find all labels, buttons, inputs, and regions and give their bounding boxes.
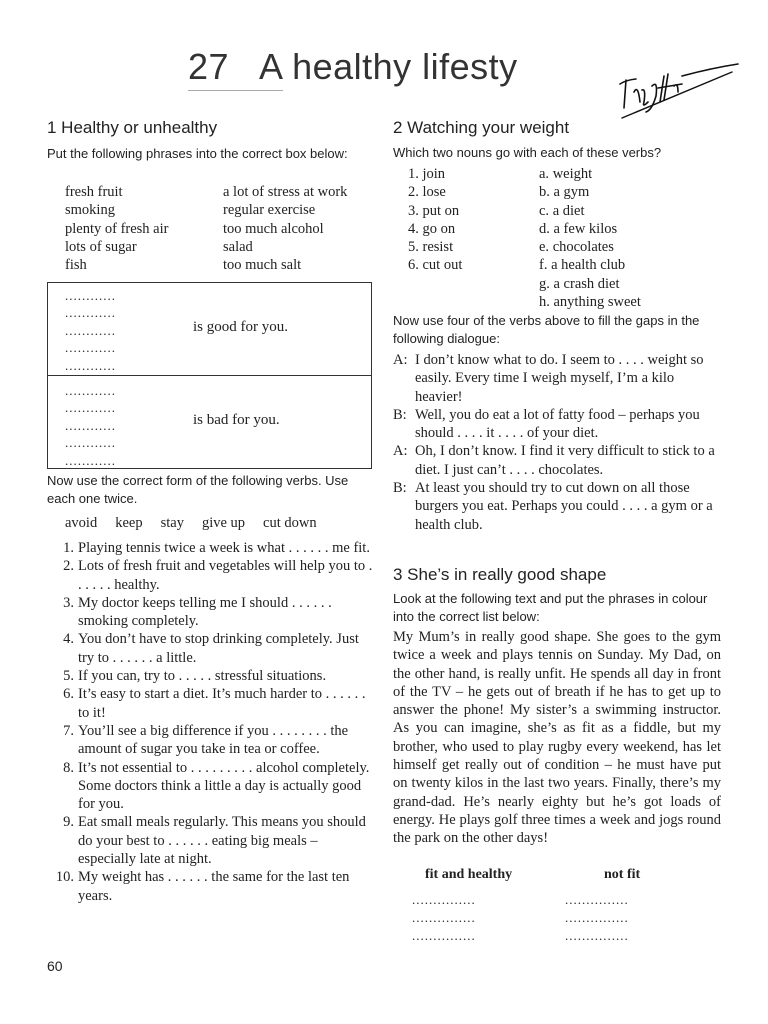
fit-column-header: fit and healthy — [425, 867, 513, 882]
exercise-item: 5. If you can, try to . . . . . stressful situations. — [63, 668, 327, 685]
dialogue-line: B: Well, you do eat a lot of fatty food – perhaps you should . . . . it . . . . of your diet. — [393, 406, 700, 442]
phrase-item: too much salt — [223, 257, 302, 274]
handwritten-signature — [612, 62, 742, 127]
phrase-item: fish — [65, 257, 87, 274]
exercise-item: 1. Playing tennis twice a week is what . . . . . . me fit. — [63, 540, 370, 556]
verb-item: 2. lose — [408, 184, 446, 201]
exercise-item: 6. It’s easy to start a diet. It’s much harder to . . . . . . to it! — [63, 686, 366, 721]
title-underline — [188, 90, 283, 91]
bad-box-label: is bad for you. — [193, 412, 280, 428]
dialogue-line: B: At least you should try to cut down on all those burgers you eat. Perhaps you could . . . . a gym or a health club. — [393, 480, 713, 533]
noun-item: c. a diet — [539, 202, 585, 219]
phrase-item: lots of sugar — [65, 238, 137, 255]
noun-item: e. chocolates — [539, 239, 614, 256]
phrase-item: plenty of fresh air — [65, 220, 169, 237]
section-2-instruction: Which two nouns go with each of these verbs? — [393, 145, 662, 160]
good-for-you-box — [47, 282, 372, 376]
verb-item: 5. resist — [408, 239, 454, 256]
exercise-item: 4. You don’t have to stop drinking completely. Just try to . . . . . . a little. — [63, 631, 359, 666]
page-title — [188, 46, 518, 88]
section-3-heading: 3 She’s in really good shape — [393, 565, 607, 584]
noun-item: b. a gym — [539, 184, 590, 201]
phrase-item: salad — [223, 238, 253, 255]
verb-item: 3. put on — [408, 202, 460, 219]
reading-passage: My Mum’s in really good shape. She goes to the gym twice a week and plays tennis on Sunday. My Dad, on the other hand, is really unfit. He spends all day in front of the TV – he gets out of breath if he has to get up to answer the phone! My sister’s a swimming instructor. As you can imagine, she’s as fit as a fiddle, but my brother, who used to play rugby every weekend, has let himself get really out of condition – he must have put on twenty kilos in the last two years. Finally, there’s my grand-dad. He’s nearly eighty but he’s got loads of energy. He plays golf three times a week and jogs round the park on the other days! — [393, 629, 721, 847]
unit-number: 27 — [188, 46, 230, 87]
verb-list — [65, 514, 335, 532]
answer-dots[interactable]: ............ ............ ............ ............ ............ — [65, 288, 116, 373]
dialogue — [393, 351, 715, 534]
noun-item: f. a health club — [539, 257, 626, 274]
good-box-label: is good for you. — [193, 319, 288, 335]
noun-column — [539, 165, 641, 311]
verb-item: cut down — [263, 515, 317, 531]
noun-item: d. a few kilos — [539, 220, 618, 237]
bad-for-you-box — [47, 375, 372, 469]
verb-item: 1. join — [408, 166, 446, 182]
phrase-list-right — [223, 183, 347, 274]
phrase-item: fresh fruit — [65, 184, 123, 200]
section-3-instruction: Look at the following text and put the phrases in colour into the correct list below: — [393, 591, 708, 624]
exercise-list — [47, 539, 377, 905]
section-2-instruction-2: Now use four of the verbs above to fill the gaps in the following dialogue: — [393, 313, 700, 346]
exercise-item: 10. My weight has . . . . . . the same for the last ten years. — [55, 869, 350, 904]
dialogue-line: A: Oh, I don’t know. I find it very difficult to stick to a diet. I just can’t . . . . chocolates. — [393, 443, 715, 478]
section-1-instruction-2: Now use the correct form of the following verbs. Use each one twice. — [47, 473, 349, 506]
noun-item: g. a crash diet — [539, 275, 620, 292]
exercise-item: 9. Eat small meals regularly. This means you should do your best to . . . . . . eating big meals – especially late at night. — [63, 814, 366, 868]
dialogue-line: A: I don’t know what to do. I seem to . . . . weight so easily. Every time I weigh myself, I’m a kilo heavier! — [393, 352, 704, 405]
section-1-instruction: Put the following phrases into the correct box below: — [47, 146, 348, 161]
phrase-item: smoking — [65, 202, 115, 219]
answer-dots[interactable]: ............ ............ ............ ............ ............ — [65, 383, 116, 468]
exercise-item: 2. Lots of fresh fruit and vegetables will help you to . . . . . . healthy. — [63, 558, 373, 593]
unfit-answer-lines[interactable]: ............... ............... ............... — [565, 892, 629, 943]
noun-item: h. anything sweet — [539, 294, 641, 311]
verb-column — [408, 165, 462, 275]
exercise-item: 7. You’ll see a big difference if you . . . . . . . . the amount of sugar you take in tea or coffee. — [63, 722, 349, 758]
page-number: 60 — [47, 958, 63, 974]
verb-item: 4. go on — [408, 220, 456, 237]
fit-answer-lines[interactable]: ............... ............... ............... — [412, 892, 476, 943]
exercise-item: 8. It’s not essential to . . . . . . . . . alcohol completely. Some doctors think a little a day is actually good for you. — [63, 759, 370, 813]
phrase-item: too much alcohol — [223, 220, 324, 237]
phrase-list-left — [65, 183, 168, 274]
noun-item: a. weight — [539, 166, 593, 182]
phrase-item: a lot of stress at work — [223, 184, 348, 200]
section-1-heading: 1 Healthy or unhealthy — [47, 118, 218, 137]
unit-title: A healthy lifesty — [259, 46, 518, 87]
verb-item: give up — [201, 515, 246, 531]
verb-item: avoid — [65, 515, 98, 531]
verb-item: stay — [160, 515, 184, 531]
verb-item: keep — [115, 515, 143, 531]
unfit-column-header: not fit — [604, 867, 641, 882]
phrase-item: regular exercise — [223, 202, 316, 219]
exercise-item: 3. My doctor keeps telling me I should . . . . . . smoking completely. — [63, 594, 332, 630]
section-2-heading: 2 Watching your weight — [393, 118, 570, 137]
verb-item: 6. cut out — [408, 257, 463, 274]
